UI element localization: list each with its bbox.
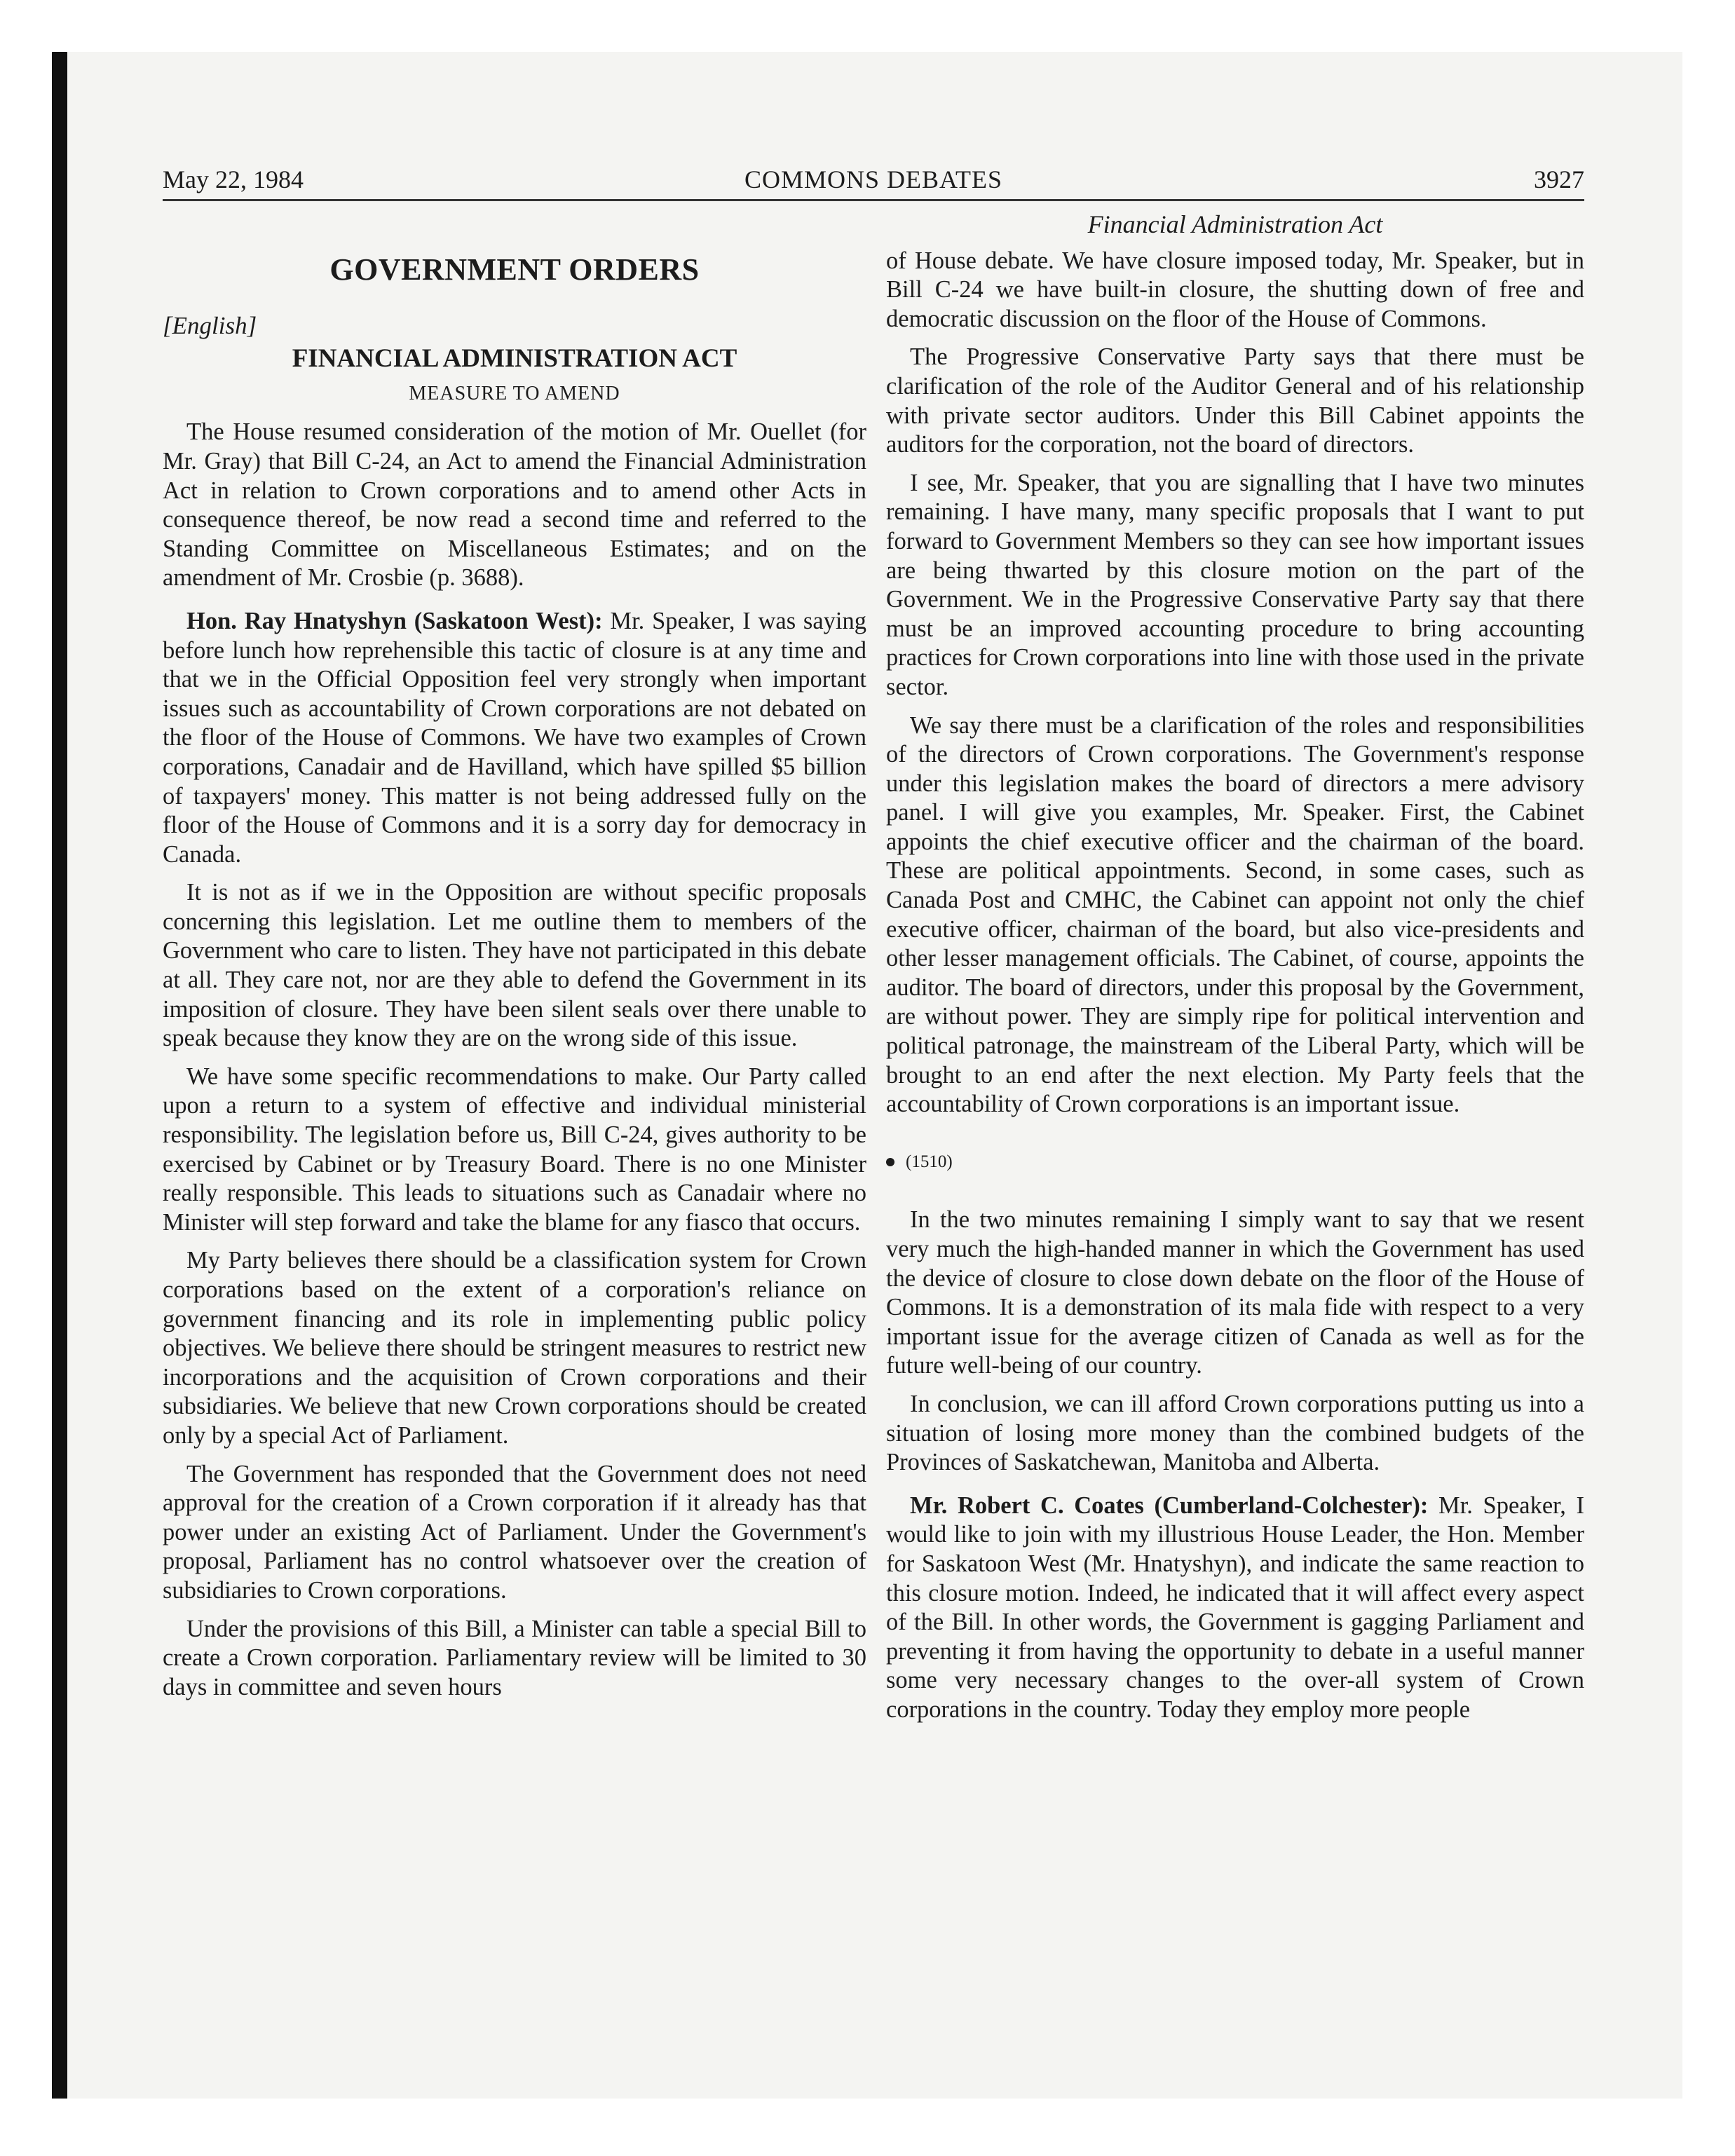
- body-paragraph: In the two minutes remaining I simply want to say that we resent very much the high-handed manner in which the Government has used the device of closure to close down debate on the floor of the House of Commons. It is a demonstration of its mala fide with respect to a very important issue for the average citizen of Canada as well as for the future well-being of our country.: [886, 1206, 1584, 1379]
- header-page-number: 3927: [1534, 165, 1584, 193]
- speech-text: Mr. Speaker, I was saying before lunch how reprehensible this tactic of closure is at any time and that we in the Official Opposition feel very strongly when important issues such as accountability of Crown corporations are not debated on the floor of the House of Commons. We have two examples of Crown corporations, Canadair and de Havilland, which have spilled $5 billion of taxpayers' money. This matter is not being addressed fully on the floor of the House of Commons and it is a sorry day for democracy in Canada.: [163, 607, 866, 868]
- body-paragraph: It is not as if we in the Opposition are without specific proposals concerning this legislation. Let me outline them to members of the Government who care to listen. They have not participated in this debate at all. They care not, nor are they able to defend the Government in its imposition of closure. They have been silent seals over there unable to speak because they know they are on the wrong side of this issue.: [163, 879, 866, 1052]
- speech-paragraph: [886, 1492, 1584, 1725]
- speech-text: Mr. Speaker, I would like to join with my illustrious House Leader, the Hon. Member for Saskatoon West (Mr. Hnatyshyn), and indicate the same reaction to this closure motion. Indeed, he indicated that it will affect every aspect of the Bill. In other words, the Government is gagging Parliament and preventing it from having the opportunity to debate in a useful manner some very necessary changes to the over-all system of Crown corporations in the country. Today they employ more people: [886, 1492, 1585, 1723]
- speaker-name: Hon. Ray Hnatyshyn (Saskatoon West):: [186, 607, 603, 634]
- section-title: GOVERNMENT ORDERS: [329, 252, 700, 287]
- bill-subtitle: MEASURE TO AMEND: [409, 382, 620, 404]
- language-tag: [English]: [163, 311, 257, 339]
- body-paragraph: Under the provisions of this Bill, a Minister can table a special Bill to create a Crown corporation. Parliamentary review will be limited to 30 days in committee and seven hours: [163, 1615, 866, 1700]
- left-column: [163, 210, 866, 1711]
- header-date: May 22, 1984: [163, 165, 304, 193]
- speaker-name: Mr. Robert C. Coates (Cumberland-Colchester):: [910, 1492, 1429, 1519]
- time-marker: [886, 1147, 1584, 1177]
- body-paragraph: We say there must be a clarification of the roles and responsibilities of the directors of Crown corporations. The Government's response under this legislation makes the board of directors a mere advisory panel. I will give you examples, Mr. Speaker. First, the Cabinet appoints the chief executive officer and the chairman of the board. These are political appointments. Second, in some cases, such as Canada Post and CMHC, the Cabinet can appoint not only the chief executive officer, chairman of the board, but also vice-presidents and other lesser management officials. The Cabinet, of course, appoints the auditor. The board of directors, under this proposal by the Government, are without power. They are simply ripe for political intervention and political patronage, the mainstream of the Liberal Party, which will be brought to an end after the next election. My Party feels that the accountability of Crown corporations is an important issue.: [886, 711, 1584, 1118]
- speech-paragraph: [163, 607, 866, 869]
- time-marker-text: (1510): [906, 1152, 953, 1171]
- body-paragraph: I see, Mr. Speaker, that you are signalling that I have two minutes remaining. I have many, many specific proposals that I want to put forward to Government Members so they can see how important issues are being thwarted by this closure motion on the part of the Government. We in the Progressive Conservative Party say that there must be an improved accounting procedure to bring accounting practices for Crown corporations into line with those used in the private sector.: [886, 469, 1584, 700]
- intro-paragraph: The House resumed consideration of the motion of Mr. Ouellet (for Mr. Gray) that Bill C-24, an Act to amend the Financial Administration Act in relation to Crown corporations and to amend other Acts in consequence thereof, be now read a second time and referred to the Standing Committee on Miscellaneous Estimates; and on the amendment of Mr. Crosbie (p. 3688).: [163, 418, 866, 592]
- running-topic: Financial Administration Act: [1087, 210, 1383, 238]
- body-paragraph: The Government has responded that the Government does not need approval for the creation of a Crown corporation if it already has that power under an existing Act of Parliament. Under the Government's proposal, Parliament has no control whatsoever over the creation of subsidiaries to Crown corporations.: [163, 1460, 866, 1604]
- page-header: [163, 160, 1584, 201]
- body-paragraph: My Party believes there should be a classification system for Crown corporations based on the extent of a corporation's reliance on government financing and its role in implementing public policy objectives. We believe there should be stringent measures to restrict new incorporations and the acquisition of Crown corporations and their subsidiaries. We believe that new Crown corporations should be created only by a special Act of Parliament.: [163, 1247, 866, 1449]
- right-column: [886, 210, 1584, 1734]
- continuation-paragraph: of House debate. We have closure imposed today, Mr. Speaker, but in Bill C-24 we have built-in closure, the shutting down of free and democratic discussion on the floor of the House of Commons.: [886, 247, 1584, 332]
- scan-edge-bar: [52, 52, 67, 2099]
- bill-title: FINANCIAL ADMINISTRATION ACT: [292, 344, 737, 374]
- header-running-title: COMMONS DEBATES: [744, 165, 1003, 193]
- body-paragraph: We have some specific recommendations to make. Our Party called upon a return to a system of effective and individual ministerial responsibility. The legislation before us, Bill C-24, gives authority to be exercised by Cabinet or by Treasury Board. There is no one Minister really responsible. This leads to situations such as Canadair where no Minister will step forward and take the blame for any fiasco that occurs.: [163, 1063, 866, 1236]
- bullet-icon: [886, 1158, 894, 1166]
- body-paragraph: In conclusion, we can ill afford Crown corporations putting us into a situation of losing more money than the combined budgets of the Provinces of Saskatchewan, Manitoba and Alberta.: [886, 1390, 1584, 1476]
- body-paragraph: The Progressive Conservative Party says that there must be clarification of the role of the Auditor General and of his relationship with private sector auditors. Under this Bill Cabinet appoints the auditors for the corporation, not the board of directors.: [886, 343, 1584, 458]
